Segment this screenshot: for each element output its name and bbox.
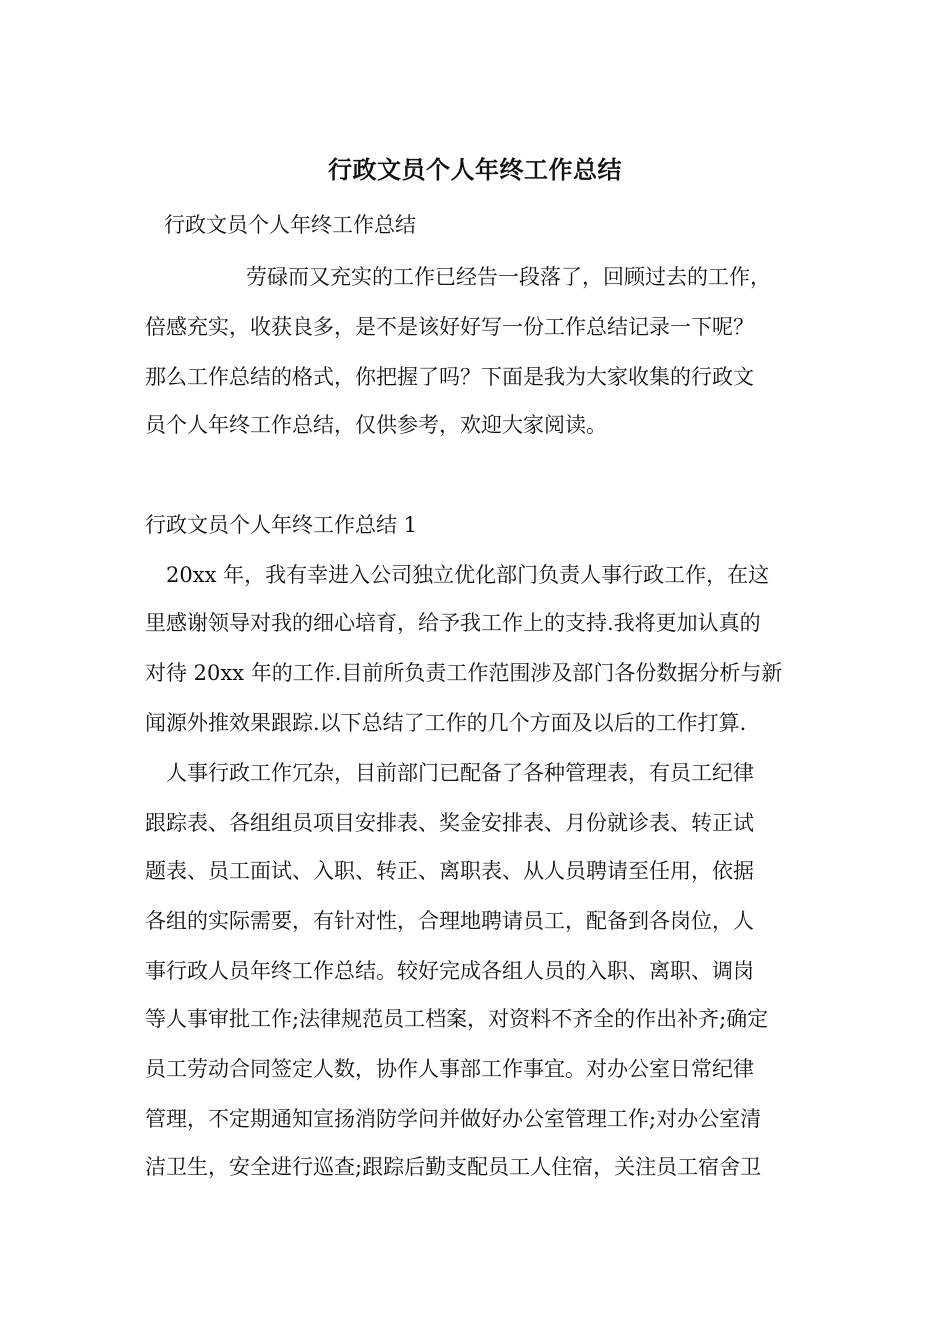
paragraph-line: 闻源外推效果跟踪.以下总结了工作的几个方面及以后的工作打算. [145,711,747,735]
paragraph-line: 事行政人员年终工作总结。较好完成各组人员的入职、离职、调岗 [145,959,754,983]
paragraph-line: 洁卫生，安全进行巡查;跟踪后勤支配员工人住宿，关注员工宿舍卫 [145,1155,762,1179]
intro-line: 倍感充实，收获良多，是不是该好好写一份工作总结记录一下呢？ [145,315,754,339]
paragraph-line: 管理，不定期通知宣扬消防学问并做好办公室管理工作;对办公室清 [145,1107,762,1131]
paragraph-line: 跟踪表、各组组员项目安排表、奖金安排表、月份就诊表、转正试 [145,811,754,835]
paragraph-line: 人事行政工作冗杂，目前部门已配备了各种管理表，有员工纪律 [166,761,754,785]
paragraph-line: 里感谢领导对我的细心培育，给予我工作上的支持.我将更加认真的 [145,611,761,635]
document-subtitle: 行政文员个人年终工作总结 [164,213,416,237]
document-title: 行政文员个人年终工作总结 [328,155,622,184]
paragraph-line: 对待 20xx 年的工作.目前所负责工作范围涉及部门各份数据分析与新 [145,661,783,685]
paragraph-line: 各组的实际需要，有针对性，合理地聘请员工，配备到各岗位，人 [145,909,754,933]
paragraph-line: 题表、员工面试、入职、转正、离职表、从人员聘请至任用，依据 [145,859,754,883]
intro-line: 那么工作总结的格式，你把握了吗？下面是我为大家收集的行政文 [145,365,754,389]
section-heading: 行政文员个人年终工作总结 1 [145,513,418,537]
paragraph-line: 等人事审批工作;法律规范员工档案，对资料不齐全的作出补齐;确定 [145,1007,769,1031]
intro-line: 劳碌而又充实的工作已经告一段落了，回顾过去的工作， [246,265,771,289]
paragraph-line: 员工劳动合同签定人数，协作人事部工作事宜。对办公室日常纪律 [145,1057,754,1081]
paragraph-line: 20xx 年，我有幸进入公司独立优化部门负责人事行政工作，在这 [166,563,770,587]
intro-line: 员个人年终工作总结，仅供参考，欢迎大家阅读。 [145,413,607,437]
